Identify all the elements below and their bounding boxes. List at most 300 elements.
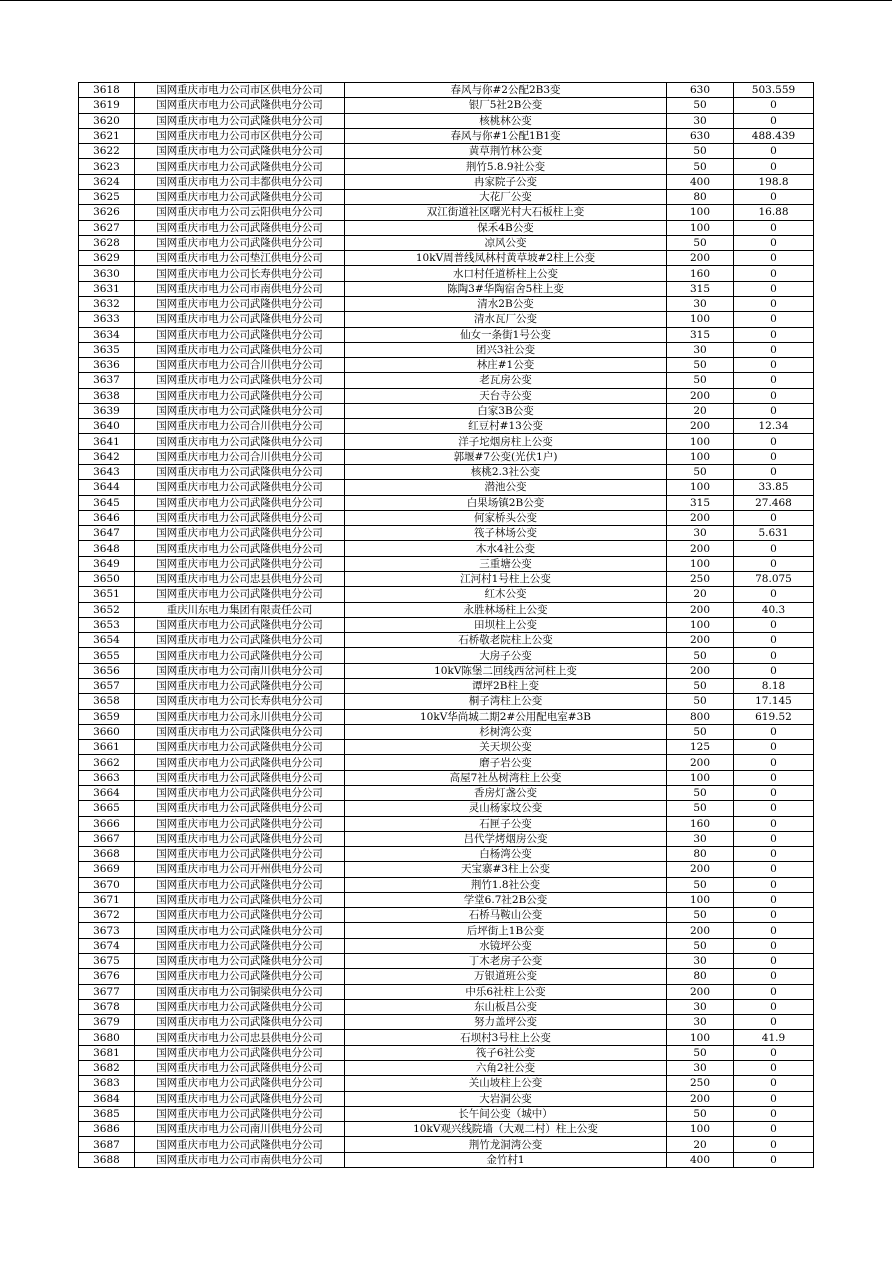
value-cell: 16.88 — [734, 205, 814, 220]
capacity-cell: 30 — [667, 1015, 734, 1030]
row-number-cell: 3676 — [79, 969, 135, 984]
company-cell: 国网重庆市电力公司武隆供电分公司 — [135, 831, 345, 846]
row-number-cell: 3648 — [79, 541, 135, 556]
value-cell: 0 — [734, 1015, 814, 1030]
capacity-cell: 30 — [667, 831, 734, 846]
table-row — [79, 541, 814, 556]
value-cell: 198.8 — [734, 174, 814, 189]
row-number-cell: 3623 — [79, 159, 135, 174]
transformer-name-cell: 努力盖坪公变 — [345, 1015, 667, 1030]
transformer-name-cell: 桐子湾柱上公变 — [345, 694, 667, 709]
table-row — [79, 235, 814, 250]
value-cell: 12.34 — [734, 419, 814, 434]
company-cell: 国网重庆市电力公司武隆供电分公司 — [135, 403, 345, 418]
company-cell: 国网重庆市电力公司忠县供电分公司 — [135, 1030, 345, 1045]
row-number-cell: 3672 — [79, 908, 135, 923]
company-cell: 国网重庆市电力公司武隆供电分公司 — [135, 938, 345, 953]
table-row — [79, 724, 814, 739]
capacity-cell: 100 — [667, 449, 734, 464]
company-cell: 国网重庆市电力公司武隆供电分公司 — [135, 617, 345, 632]
company-cell: 国网重庆市电力公司武隆供电分公司 — [135, 724, 345, 739]
row-number-cell: 3653 — [79, 617, 135, 632]
value-cell: 0 — [734, 755, 814, 770]
value-cell: 0 — [734, 251, 814, 266]
capacity-cell: 100 — [667, 312, 734, 327]
transformer-name-cell: 凉风公变 — [345, 235, 667, 250]
company-cell: 国网重庆市电力公司武隆供电分公司 — [135, 495, 345, 510]
row-number-cell: 3684 — [79, 1091, 135, 1106]
value-cell: 33.85 — [734, 480, 814, 495]
company-cell: 国网重庆市电力公司武隆供电分公司 — [135, 877, 345, 892]
row-number-cell: 3618 — [79, 83, 135, 98]
row-number-cell: 3687 — [79, 1137, 135, 1152]
row-number-cell: 3640 — [79, 419, 135, 434]
company-cell: 国网重庆市电力公司武隆供电分公司 — [135, 847, 345, 862]
value-cell: 0 — [734, 663, 814, 678]
table-row — [79, 144, 814, 159]
company-cell: 国网重庆市电力公司武隆供电分公司 — [135, 465, 345, 480]
row-number-cell: 3634 — [79, 327, 135, 342]
table-row — [79, 969, 814, 984]
capacity-cell: 80 — [667, 847, 734, 862]
value-cell: 0 — [734, 312, 814, 327]
company-cell: 国网重庆市电力公司武隆供电分公司 — [135, 480, 345, 495]
table-row — [79, 1076, 814, 1091]
company-cell: 国网重庆市电力公司武隆供电分公司 — [135, 98, 345, 113]
transformer-name-cell: 东山板昌公变 — [345, 999, 667, 1014]
company-cell: 国网重庆市电力公司永川供电分公司 — [135, 709, 345, 724]
value-cell: 0 — [734, 327, 814, 342]
row-number-cell: 3644 — [79, 480, 135, 495]
transformer-name-cell: 郭堰#7公变(光伏1户) — [345, 449, 667, 464]
row-number-cell: 3631 — [79, 281, 135, 296]
company-cell: 重庆川东电力集团有限责任公司 — [135, 602, 345, 617]
capacity-cell: 100 — [667, 205, 734, 220]
capacity-cell: 200 — [667, 862, 734, 877]
capacity-cell: 30 — [667, 954, 734, 969]
company-cell: 国网重庆市电力公司忠县供电分公司 — [135, 572, 345, 587]
transformer-name-cell: 灵山杨家坟公变 — [345, 801, 667, 816]
row-number-cell: 3649 — [79, 556, 135, 571]
transformer-name-cell: 关天坝公变 — [345, 740, 667, 755]
value-cell: 0 — [734, 465, 814, 480]
table-row — [79, 999, 814, 1014]
company-cell: 国网重庆市电力公司武隆供电分公司 — [135, 1091, 345, 1106]
row-number-cell: 3675 — [79, 954, 135, 969]
capacity-cell: 125 — [667, 740, 734, 755]
value-cell: 0 — [734, 434, 814, 449]
table-row — [79, 98, 814, 113]
row-number-cell: 3622 — [79, 144, 135, 159]
table-row — [79, 266, 814, 281]
transformer-name-cell: 高屋7社丛树湾柱上公变 — [345, 770, 667, 785]
value-cell: 0 — [734, 984, 814, 999]
row-number-cell: 3678 — [79, 999, 135, 1014]
value-cell: 0 — [734, 556, 814, 571]
capacity-cell: 50 — [667, 1106, 734, 1121]
row-number-cell: 3639 — [79, 403, 135, 418]
value-cell: 0 — [734, 816, 814, 831]
capacity-cell: 100 — [667, 220, 734, 235]
company-cell: 国网重庆市电力公司长寿供电分公司 — [135, 694, 345, 709]
table-row — [79, 954, 814, 969]
value-cell: 0 — [734, 342, 814, 357]
company-cell: 国网重庆市电力公司武隆供电分公司 — [135, 1015, 345, 1030]
company-cell: 国网重庆市电力公司武隆供电分公司 — [135, 113, 345, 128]
table-row — [79, 113, 814, 128]
row-number-cell: 3681 — [79, 1045, 135, 1060]
capacity-cell: 200 — [667, 251, 734, 266]
row-number-cell: 3659 — [79, 709, 135, 724]
row-number-cell: 3671 — [79, 892, 135, 907]
transformer-name-cell: 大岩洞公变 — [345, 1091, 667, 1106]
company-cell: 国网重庆市电力公司云阳供电分公司 — [135, 205, 345, 220]
capacity-cell: 630 — [667, 83, 734, 98]
company-cell: 国网重庆市电力公司武隆供电分公司 — [135, 342, 345, 357]
transformer-name-cell: 田坝柱上公变 — [345, 617, 667, 632]
row-number-cell: 3627 — [79, 220, 135, 235]
row-number-cell: 3652 — [79, 602, 135, 617]
value-cell: 0 — [734, 954, 814, 969]
row-number-cell: 3669 — [79, 862, 135, 877]
value-cell: 0 — [734, 908, 814, 923]
table-row — [79, 1091, 814, 1106]
company-cell: 国网重庆市电力公司武隆供电分公司 — [135, 541, 345, 556]
row-number-cell: 3633 — [79, 312, 135, 327]
capacity-cell: 50 — [667, 678, 734, 693]
value-cell: 0 — [734, 144, 814, 159]
table-row — [79, 465, 814, 480]
value-cell: 41.9 — [734, 1030, 814, 1045]
table-row — [79, 174, 814, 189]
table-row — [79, 755, 814, 770]
transformer-name-cell: 木水4社公变 — [345, 541, 667, 556]
table-row — [79, 419, 814, 434]
capacity-cell: 30 — [667, 526, 734, 541]
value-cell: 0 — [734, 1122, 814, 1137]
row-number-cell: 3646 — [79, 510, 135, 525]
value-cell: 0 — [734, 159, 814, 174]
company-cell: 国网重庆市电力公司合川供电分公司 — [135, 358, 345, 373]
capacity-cell: 200 — [667, 541, 734, 556]
value-cell: 17.145 — [734, 694, 814, 709]
company-cell: 国网重庆市电力公司铜梁供电分公司 — [135, 984, 345, 999]
transformer-name-cell: 老瓦房公变 — [345, 373, 667, 388]
table-body — [79, 83, 814, 1168]
value-cell: 0 — [734, 1137, 814, 1152]
value-cell: 27.468 — [734, 495, 814, 510]
transformer-name-cell: 10kV华尚城二期2#公用配电室#3B — [345, 709, 667, 724]
transformer-name-cell: 白家3B公变 — [345, 403, 667, 418]
capacity-cell: 50 — [667, 648, 734, 663]
capacity-cell: 200 — [667, 755, 734, 770]
table-row — [79, 449, 814, 464]
row-number-cell: 3658 — [79, 694, 135, 709]
transformer-name-cell: 大房子公变 — [345, 648, 667, 663]
value-cell: 0 — [734, 587, 814, 602]
table-row — [79, 1122, 814, 1137]
value-cell: 0 — [734, 740, 814, 755]
company-cell: 国网重庆市电力公司南川供电分公司 — [135, 1122, 345, 1137]
capacity-cell: 30 — [667, 113, 734, 128]
company-cell: 国网重庆市电力公司南川供电分公司 — [135, 663, 345, 678]
transformer-name-cell: 石桥马鞍山公变 — [345, 908, 667, 923]
row-number-cell: 3668 — [79, 847, 135, 862]
capacity-cell: 200 — [667, 633, 734, 648]
table-row — [79, 220, 814, 235]
transformer-name-cell: 三重塘公变 — [345, 556, 667, 571]
table-row — [79, 358, 814, 373]
table-row — [79, 205, 814, 220]
table-row — [79, 480, 814, 495]
capacity-cell: 100 — [667, 617, 734, 632]
capacity-cell: 50 — [667, 98, 734, 113]
page-top-rule — [0, 0, 892, 1]
table-row — [79, 617, 814, 632]
value-cell: 0 — [734, 1045, 814, 1060]
company-cell: 国网重庆市电力公司武隆供电分公司 — [135, 785, 345, 800]
row-number-cell: 3654 — [79, 633, 135, 648]
company-cell: 国网重庆市电力公司武隆供电分公司 — [135, 526, 345, 541]
row-number-cell: 3650 — [79, 572, 135, 587]
table-row — [79, 587, 814, 602]
row-number-cell: 3664 — [79, 785, 135, 800]
row-number-cell: 3666 — [79, 816, 135, 831]
table-row — [79, 159, 814, 174]
value-cell: 0 — [734, 220, 814, 235]
transformer-name-cell: 天台寺公变 — [345, 388, 667, 403]
table-row — [79, 923, 814, 938]
table-row — [79, 495, 814, 510]
capacity-cell: 50 — [667, 1045, 734, 1060]
value-cell: 0 — [734, 617, 814, 632]
value-cell: 0 — [734, 98, 814, 113]
row-number-cell: 3632 — [79, 296, 135, 311]
row-number-cell: 3625 — [79, 189, 135, 204]
value-cell: 0 — [734, 892, 814, 907]
transformer-name-cell: 黄草荆竹林公变 — [345, 144, 667, 159]
transformer-name-cell: 杉树湾公变 — [345, 724, 667, 739]
capacity-cell: 100 — [667, 434, 734, 449]
row-number-cell: 3635 — [79, 342, 135, 357]
value-cell: 0 — [734, 923, 814, 938]
transformer-name-cell: 关山坡柱上公变 — [345, 1076, 667, 1091]
capacity-cell: 50 — [667, 144, 734, 159]
transformer-name-cell: 保禾4B公变 — [345, 220, 667, 235]
transformer-name-cell: 清水2B公变 — [345, 296, 667, 311]
capacity-cell: 200 — [667, 984, 734, 999]
value-cell: 0 — [734, 1076, 814, 1091]
transformer-name-cell: 荆竹1.8社公变 — [345, 877, 667, 892]
row-number-cell: 3682 — [79, 1061, 135, 1076]
value-cell: 0 — [734, 541, 814, 556]
transformer-name-cell: 红木公变 — [345, 587, 667, 602]
company-cell: 国网重庆市电力公司市区供电分公司 — [135, 83, 345, 98]
value-cell: 0 — [734, 999, 814, 1014]
transformer-name-cell: 核桃2.3社公变 — [345, 465, 667, 480]
table-row — [79, 740, 814, 755]
value-cell: 0 — [734, 801, 814, 816]
transformer-name-cell: 双江街道社区曙光村大石板柱上变 — [345, 205, 667, 220]
table-row — [79, 434, 814, 449]
capacity-cell: 50 — [667, 877, 734, 892]
row-number-cell: 3643 — [79, 465, 135, 480]
table-row — [79, 312, 814, 327]
capacity-cell: 30 — [667, 1061, 734, 1076]
value-cell: 8.18 — [734, 678, 814, 693]
value-cell: 5.631 — [734, 526, 814, 541]
row-number-cell: 3638 — [79, 388, 135, 403]
row-number-cell: 3662 — [79, 755, 135, 770]
capacity-cell: 100 — [667, 770, 734, 785]
table-row — [79, 801, 814, 816]
company-cell: 国网重庆市电力公司武隆供电分公司 — [135, 1045, 345, 1060]
value-cell: 0 — [734, 296, 814, 311]
company-cell: 国网重庆市电力公司武隆供电分公司 — [135, 556, 345, 571]
table-row — [79, 862, 814, 877]
transformer-name-cell: 学堂6.7社2B公变 — [345, 892, 667, 907]
company-cell: 国网重庆市电力公司武隆供电分公司 — [135, 388, 345, 403]
capacity-cell: 200 — [667, 663, 734, 678]
transformer-name-cell: 春风与你#1公配1B1变 — [345, 128, 667, 143]
row-number-cell: 3688 — [79, 1152, 135, 1167]
table-row — [79, 251, 814, 266]
transformer-name-cell: 春风与你#2公配2B3变 — [345, 83, 667, 98]
transformer-name-cell: 团兴3社公变 — [345, 342, 667, 357]
capacity-cell: 200 — [667, 923, 734, 938]
transformer-name-cell: 吕代学烤烟房公变 — [345, 831, 667, 846]
value-cell: 78.075 — [734, 572, 814, 587]
capacity-cell: 100 — [667, 892, 734, 907]
value-cell: 0 — [734, 403, 814, 418]
transformer-name-cell: 仙女一条街1号公变 — [345, 327, 667, 342]
company-cell: 国网重庆市电力公司武隆供电分公司 — [135, 755, 345, 770]
company-cell: 国网重庆市电力公司武隆供电分公司 — [135, 740, 345, 755]
company-cell: 国网重庆市电力公司开州供电分公司 — [135, 862, 345, 877]
value-cell: 0 — [734, 189, 814, 204]
value-cell: 0 — [734, 266, 814, 281]
row-number-cell: 3677 — [79, 984, 135, 999]
row-number-cell: 3619 — [79, 98, 135, 113]
capacity-cell: 20 — [667, 587, 734, 602]
capacity-cell: 50 — [667, 373, 734, 388]
capacity-cell: 200 — [667, 510, 734, 525]
transformer-name-cell: 丁木老房子公变 — [345, 954, 667, 969]
value-cell: 0 — [734, 235, 814, 250]
company-cell: 国网重庆市电力公司武隆供电分公司 — [135, 633, 345, 648]
capacity-cell: 50 — [667, 159, 734, 174]
table-row — [79, 694, 814, 709]
company-cell: 国网重庆市电力公司武隆供电分公司 — [135, 327, 345, 342]
table-row — [79, 572, 814, 587]
row-number-cell: 3657 — [79, 678, 135, 693]
table-row — [79, 678, 814, 693]
row-number-cell: 3651 — [79, 587, 135, 602]
company-cell: 国网重庆市电力公司市区供电分公司 — [135, 128, 345, 143]
company-cell: 国网重庆市电力公司市南供电分公司 — [135, 281, 345, 296]
table-row — [79, 189, 814, 204]
row-number-cell: 3656 — [79, 663, 135, 678]
company-cell: 国网重庆市电力公司武隆供电分公司 — [135, 648, 345, 663]
table-row — [79, 877, 814, 892]
company-cell: 国网重庆市电力公司武隆供电分公司 — [135, 373, 345, 388]
transformer-name-cell: 大花厂公变 — [345, 189, 667, 204]
row-number-cell: 3665 — [79, 801, 135, 816]
row-number-cell: 3685 — [79, 1106, 135, 1121]
transformer-name-cell: 永胜林场柱上公变 — [345, 602, 667, 617]
table-row — [79, 831, 814, 846]
capacity-cell: 630 — [667, 128, 734, 143]
table-row — [79, 403, 814, 418]
transformer-name-cell: 六角2社公变 — [345, 1061, 667, 1076]
capacity-cell: 160 — [667, 266, 734, 281]
table-row — [79, 785, 814, 800]
company-cell: 国网重庆市电力公司合川供电分公司 — [135, 419, 345, 434]
row-number-cell: 3628 — [79, 235, 135, 250]
capacity-cell: 400 — [667, 174, 734, 189]
value-cell: 0 — [734, 785, 814, 800]
table-row — [79, 847, 814, 862]
transformer-name-cell: 筏子林场公变 — [345, 526, 667, 541]
company-cell: 国网重庆市电力公司武隆供电分公司 — [135, 220, 345, 235]
capacity-cell: 200 — [667, 419, 734, 434]
table-row — [79, 633, 814, 648]
company-cell: 国网重庆市电力公司武隆供电分公司 — [135, 1061, 345, 1076]
value-cell: 0 — [734, 1106, 814, 1121]
table-row — [79, 984, 814, 999]
table-row — [79, 602, 814, 617]
company-cell: 国网重庆市电力公司武隆供电分公司 — [135, 678, 345, 693]
capacity-cell: 50 — [667, 235, 734, 250]
transformer-name-cell: 潜池公变 — [345, 480, 667, 495]
value-cell: 0 — [734, 648, 814, 663]
transformer-name-cell: 陈陶3#华陶宿舍5柱上变 — [345, 281, 667, 296]
table-row — [79, 281, 814, 296]
row-number-cell: 3630 — [79, 266, 135, 281]
transformer-table — [78, 82, 814, 1168]
row-number-cell: 3686 — [79, 1122, 135, 1137]
value-cell: 0 — [734, 847, 814, 862]
transformer-name-cell: 石匣子公变 — [345, 816, 667, 831]
capacity-cell: 30 — [667, 999, 734, 1014]
capacity-cell: 50 — [667, 785, 734, 800]
transformer-name-cell: 10kV观兴线院墙（大观二村）柱上公变 — [345, 1122, 667, 1137]
capacity-cell: 30 — [667, 342, 734, 357]
transformer-name-cell: 石坝村3号柱上公变 — [345, 1030, 667, 1045]
table-row — [79, 526, 814, 541]
capacity-cell: 50 — [667, 908, 734, 923]
table-row — [79, 938, 814, 953]
company-cell: 国网重庆市电力公司武隆供电分公司 — [135, 144, 345, 159]
company-cell: 国网重庆市电力公司武隆供电分公司 — [135, 312, 345, 327]
company-cell: 国网重庆市电力公司武隆供电分公司 — [135, 801, 345, 816]
capacity-cell: 315 — [667, 281, 734, 296]
value-cell: 0 — [734, 113, 814, 128]
table-row — [79, 83, 814, 98]
table-row — [79, 1137, 814, 1152]
value-cell: 0 — [734, 969, 814, 984]
value-cell: 0 — [734, 770, 814, 785]
company-cell: 国网重庆市电力公司丰都供电分公司 — [135, 174, 345, 189]
company-cell: 国网重庆市电力公司武隆供电分公司 — [135, 969, 345, 984]
company-cell: 国网重庆市电力公司武隆供电分公司 — [135, 189, 345, 204]
company-cell: 国网重庆市电力公司武隆供电分公司 — [135, 923, 345, 938]
company-cell: 国网重庆市电力公司武隆供电分公司 — [135, 908, 345, 923]
transformer-name-cell: 中乐6社柱上公变 — [345, 984, 667, 999]
row-number-cell: 3641 — [79, 434, 135, 449]
transformer-name-cell: 10kV周普线凤林村黄草坡#2柱上公变 — [345, 251, 667, 266]
transformer-name-cell: 水口村任道桥柱上公变 — [345, 266, 667, 281]
